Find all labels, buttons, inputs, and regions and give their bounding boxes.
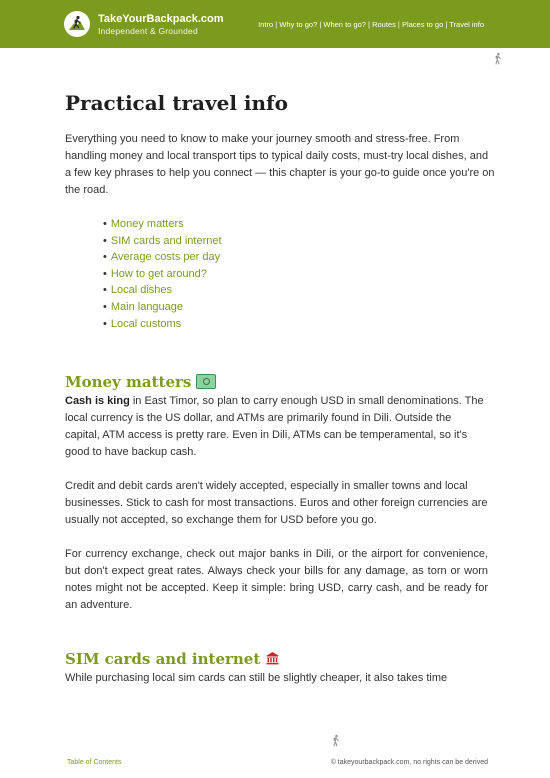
money-paragraph-2: Credit and debit cards aren't widely accepted, especially in smaller towns and local businesses. Stick to cash for most transactions. Euros and other foreign currencies are usually not accepted, so exchange them for USD before you go. — [65, 480, 488, 526]
bold-phrase: Cash is king — [65, 395, 130, 407]
nav-separator: | — [273, 20, 278, 29]
bullet-icon: • — [103, 218, 107, 230]
nav-separator: | — [443, 20, 448, 29]
toc-link-local-dishes[interactable]: Local dishes — [110, 284, 173, 297]
list-item — [103, 316, 222, 333]
money-paragraph-1 — [65, 393, 488, 461]
nav-item-places-to-go[interactable]: Places to go — [401, 20, 444, 29]
bullet-icon: • — [103, 284, 107, 297]
list-item — [103, 266, 222, 283]
bullet-icon: • — [103, 234, 107, 247]
toc-link-average-costs[interactable]: Average costs per day — [110, 251, 221, 264]
paragraph-text: in East Timor, so plan to carry enough USD in small denominations. The local currency is the US dollar, and ATMs are primarily found in Dili. Outside the capital, ATM access is pretty rare. Even in Dili, ATMs can be temperamental, so it's good to have backup cash. — [65, 395, 484, 458]
list-item — [103, 216, 222, 233]
money-bill-icon — [196, 374, 216, 389]
brand-name[interactable]: TakeYourBackpack.com — [98, 13, 224, 25]
nav-separator: | — [317, 20, 322, 29]
bullet-icon: • — [103, 317, 107, 330]
nav-item-when-to-go[interactable]: When to go? — [323, 20, 366, 29]
hiker-icon — [491, 52, 505, 66]
toc-link-main-language[interactable]: Main language — [110, 300, 184, 313]
brand-logo[interactable] — [64, 11, 90, 37]
bullet-icon: • — [103, 267, 107, 280]
top-navigation — [258, 20, 484, 29]
page-title: Practical travel info — [65, 91, 288, 115]
section-heading-money — [65, 373, 216, 391]
section-heading-text: SIM cards and internet — [65, 650, 261, 668]
nav-item-why-to-go[interactable]: Why to go? — [279, 20, 318, 29]
nav-item-routes[interactable]: Routes — [372, 20, 396, 29]
page-header — [0, 0, 550, 48]
hiker-logo-icon — [64, 11, 90, 37]
list-item — [103, 249, 222, 266]
bullet-icon: • — [103, 251, 107, 264]
toc-link-get-around[interactable]: How to get around? — [110, 267, 207, 280]
brand-tagline: Independent & Grounded — [98, 26, 198, 36]
list-item — [103, 282, 222, 299]
nav-separator: | — [365, 20, 370, 29]
bank-icon — [265, 651, 280, 665]
bullet-icon: • — [103, 300, 107, 313]
nav-item-travel-info[interactable]: Travel info — [449, 20, 484, 29]
hiker-icon — [329, 734, 343, 748]
toc-link-sim-cards[interactable]: SIM cards and internet — [110, 234, 222, 247]
section-heading-text: Money matters — [65, 373, 192, 391]
intro-paragraph: Everything you need to know to make your journey smooth and stress-free. From handling money and local transport tips to typical daily costs, must-try local dishes, and a few key phrases to help you connect — this chapter is your go-to guide once you're on the road. — [65, 133, 495, 196]
toc-link-money-matters[interactable]: Money matters — [110, 218, 184, 230]
nav-item-intro[interactable]: Intro — [258, 20, 274, 29]
footer-copyright: © takeyourbackpack.com, no rights can be derived — [330, 759, 488, 766]
toc-link-local-customs[interactable]: Local customs — [110, 317, 182, 330]
section-heading-sim — [65, 650, 280, 668]
sim-paragraph-1: While purchasing local sim cards can still be slightly cheaper, it also takes time — [65, 672, 448, 684]
nav-separator: | — [395, 20, 400, 29]
chapter-contents-list — [103, 216, 222, 332]
list-item — [103, 299, 222, 316]
money-paragraph-3: For currency exchange, check out major banks in Dili, or the airport for convenience, but don't expect great rates. Always check your bills for any damage, as torn or worn notes might not be accepted. Keep it simple: bring USD, carry cash, and be ready for an adventure. — [65, 548, 488, 611]
list-item — [103, 233, 222, 250]
table-of-contents-link[interactable]: Table of Contents — [67, 759, 122, 766]
